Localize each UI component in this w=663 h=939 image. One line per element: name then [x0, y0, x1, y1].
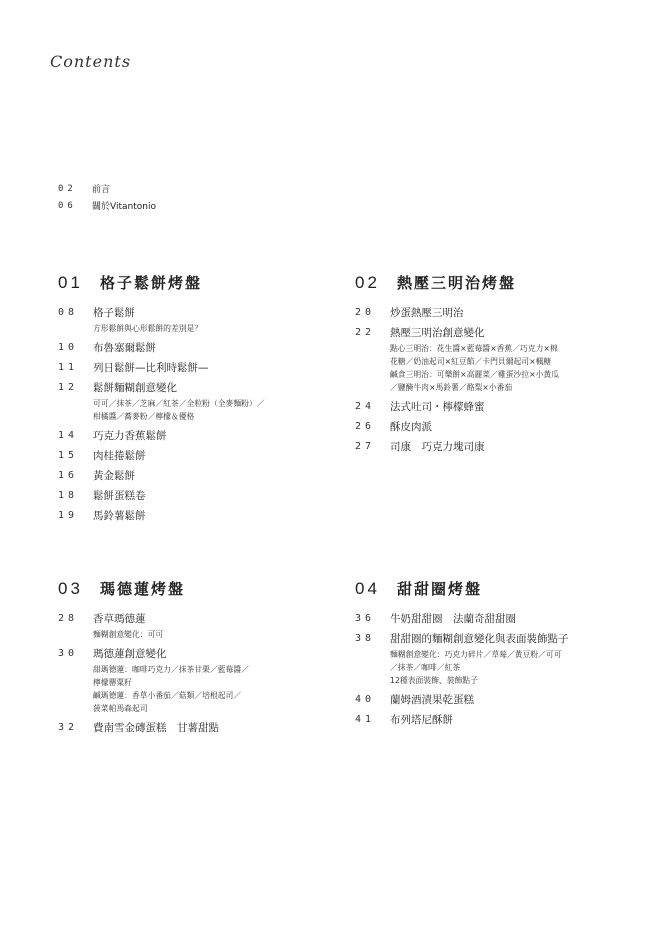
toc-entry[interactable] — [58, 448, 358, 463]
section-number: 01 — [58, 273, 83, 292]
page-number: 40 — [355, 694, 376, 705]
page-number: 19 — [58, 510, 79, 521]
toc-entry-row — [58, 448, 358, 463]
toc-entry-row — [58, 340, 358, 355]
toc-entry-row — [58, 468, 358, 483]
toc-entry[interactable] — [58, 508, 358, 523]
entry-title: 香草瑪德蓮 — [93, 613, 146, 625]
toc-entry-row — [355, 439, 655, 454]
toc-entry-row — [58, 305, 358, 320]
entry-title: 布列塔尼酥餅 — [390, 714, 453, 726]
entry-title: 肉桂捲鬆餅 — [93, 450, 146, 462]
page-number: 15 — [58, 450, 79, 461]
page-number: 10 — [58, 342, 79, 353]
section-title: 瑪德蓮烤盤 — [100, 580, 186, 598]
section-header — [355, 272, 655, 293]
entry-subtitle: 菠菜帕馬森起司 — [93, 704, 148, 713]
toc-entry[interactable] — [58, 340, 358, 355]
toc-entry-row — [58, 611, 358, 626]
entry-subtitle: 麵糊創意變化：巧克力碎片／草莓／黃豆粉／可可 — [390, 650, 562, 659]
section-waffle — [58, 272, 358, 528]
entry-subtitle: 花糖／奶油起司×紅豆餡／卡門貝爾起司×楓糖 — [390, 357, 552, 366]
section-madeleine — [58, 578, 358, 740]
toc-entry-row — [58, 428, 358, 443]
entry-title: 列日鬆餅—比利時鬆餅— — [93, 362, 209, 374]
page-number: 18 — [58, 490, 79, 501]
entry-subtitle: 點心三明治：花生醬×藍莓醬×香蕉／巧克力×棉 — [390, 344, 558, 353]
entry-subtitle: 麵糊創意變化：可可 — [93, 630, 164, 639]
section-title: 格子鬆餅烤盤 — [100, 274, 203, 292]
intro-item[interactable] — [58, 180, 156, 197]
intro-item[interactable] — [58, 197, 156, 214]
toc-entry-row — [58, 646, 358, 661]
toc-entry[interactable] — [355, 325, 655, 394]
toc-entry[interactable] — [355, 692, 655, 707]
page-number: 38 — [355, 633, 376, 644]
page-number: 28 — [58, 613, 79, 624]
page-number: 36 — [355, 613, 376, 624]
toc-entry[interactable] — [355, 399, 655, 414]
toc-entry-row — [58, 508, 358, 523]
entry-subtitle: 鹹食三明治：可樂餅×高麗菜／雞蛋沙拉×小黃瓜 — [390, 370, 560, 379]
entry-title: 炒蛋熱壓三明治 — [390, 307, 464, 319]
entry-title: 鬆餅蛋糕卷 — [93, 490, 146, 502]
toc-entry[interactable] — [58, 428, 358, 443]
entry-title: 馬鈴薯鬆餅 — [93, 510, 146, 522]
toc-entry-row — [58, 720, 358, 735]
entry-title: 黃金鬆餅 — [93, 470, 135, 482]
entry-title: 牛奶甜甜圈 法蘭奇甜甜圈 — [390, 613, 516, 625]
entry-title: 司康 巧克力塊司康 — [390, 441, 485, 453]
toc-entry-row — [355, 631, 655, 646]
entry-title: 瑪德蓮創意變化 — [93, 648, 167, 660]
section-header — [58, 272, 358, 293]
toc-entry-row — [355, 611, 655, 626]
entry-title: 巧克力香蕉鬆餅 — [93, 430, 167, 442]
toc-entry-row — [58, 488, 358, 503]
toc-entry-row — [355, 692, 655, 707]
page-number: 30 — [58, 648, 79, 659]
section-donut — [355, 578, 655, 732]
section-number: 04 — [355, 579, 380, 598]
entry-title: 費南雪金磚蛋糕 甘薯甜點 — [93, 722, 219, 734]
entry-subtitle: 12種表面裝飾、裝飾點子 — [390, 676, 478, 685]
toc-entry[interactable] — [58, 488, 358, 503]
toc-entry-row — [58, 360, 358, 375]
page-number: 27 — [355, 441, 376, 452]
entry-title: 酥皮肉派 — [390, 421, 432, 433]
entry-subtitle: 方形鬆餅與心形鬆餅的差別是？ — [93, 324, 203, 333]
toc-entry[interactable] — [355, 419, 655, 434]
entry-title: 關於Vitantonio — [92, 202, 156, 212]
toc-entry-row — [58, 380, 358, 395]
intro-list — [58, 180, 156, 214]
toc-entry[interactable] — [58, 360, 358, 375]
section-number: 02 — [355, 273, 380, 292]
toc-entry-row — [355, 305, 655, 320]
entry-subtitle: 檸檬罌粟籽 — [93, 678, 132, 687]
entry-title: 格子鬆餅 — [93, 307, 135, 319]
toc-entry-row — [355, 325, 655, 340]
page-number: 24 — [355, 401, 376, 412]
section-title: 甜甜圈烤盤 — [397, 580, 483, 598]
entry-title: 布魯塞爾鬆餅 — [93, 342, 156, 354]
page-number: 02 — [58, 183, 77, 194]
page-number: 32 — [58, 722, 79, 733]
toc-entry[interactable] — [355, 631, 655, 687]
section-number: 03 — [58, 579, 83, 598]
page-number: 26 — [355, 421, 376, 432]
page-number: 20 — [355, 307, 376, 318]
section-header — [58, 578, 358, 599]
toc-entry[interactable] — [58, 468, 358, 483]
toc-entry[interactable] — [58, 646, 358, 715]
toc-entry[interactable] — [355, 712, 655, 727]
toc-entry-row — [355, 399, 655, 414]
entry-subtitle: 柑橘醬／蕎麥粉／檸檬＆優格 — [93, 412, 195, 421]
toc-entry[interactable] — [355, 611, 655, 626]
entry-title: 蘭姆酒漬果乾蛋糕 — [390, 694, 474, 706]
toc-entry[interactable] — [58, 611, 358, 641]
toc-entry[interactable] — [58, 720, 358, 735]
page-number: 22 — [355, 327, 376, 338]
entry-title: 法式吐司・檸檬蜂蜜 — [390, 401, 485, 413]
entry-subtitle: ／抹茶／咖啡／紅茶 — [390, 663, 461, 672]
page-number: 41 — [355, 714, 376, 725]
toc-entry[interactable] — [355, 305, 655, 320]
toc-entry[interactable] — [58, 380, 358, 423]
entry-title: 前言 — [92, 185, 111, 195]
toc-entry[interactable] — [355, 439, 655, 454]
section-title: 熱壓三明治烤盤 — [397, 274, 517, 292]
section-hotsandwich — [355, 272, 655, 459]
entry-subtitle: 鹹瑪德蓮：香草小番茄／菇類／培根起司／ — [93, 691, 242, 700]
entry-subtitle: 甜瑪德蓮：咖啡巧克力／抹茶甘栗／藍莓醬／ — [93, 665, 249, 674]
section-header — [355, 578, 655, 599]
entry-title: 熱壓三明治創意變化 — [390, 327, 485, 339]
entry-subtitle: 可可／抹茶／芝麻／紅茶／全粒粉（全麥麵粉）／ — [93, 399, 265, 408]
page-number: 12 — [58, 382, 79, 393]
entry-subtitle: ／鹽醃牛肉×馬鈴薯／酪梨×小番茄 — [390, 383, 513, 392]
entry-title: 甜甜圈的麵糊創意變化與表面裝飾點子 — [390, 633, 569, 645]
page-number: 06 — [58, 200, 77, 211]
toc-entry-row — [355, 712, 655, 727]
page-number: 11 — [58, 362, 79, 373]
entry-title: 鬆餅麵糊創意變化 — [93, 382, 177, 394]
page-number: 14 — [58, 430, 79, 441]
toc-entry[interactable] — [58, 305, 358, 335]
page-number: 08 — [58, 307, 79, 318]
toc-entry-row — [355, 419, 655, 434]
contents-title: Contents — [50, 52, 132, 71]
page-number: 16 — [58, 470, 79, 481]
